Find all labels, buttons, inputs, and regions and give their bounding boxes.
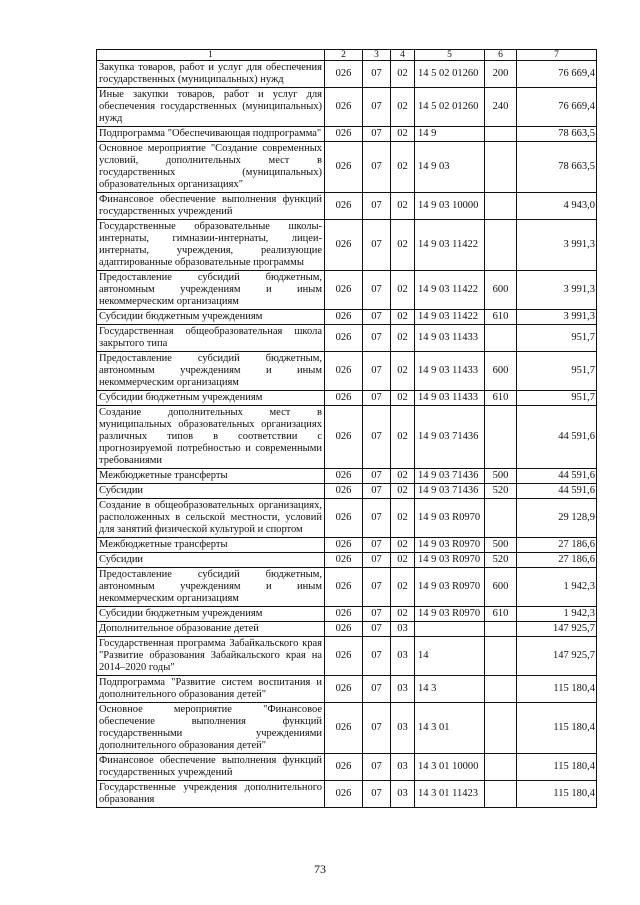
target-article-cell: 14 3 01 <box>415 703 485 754</box>
amount-cell: 4 943,0 <box>517 193 597 220</box>
section-cell: 07 <box>363 325 391 352</box>
admin-code-cell: 026 <box>325 622 363 637</box>
name-cell: Государственные учреждения дополнительного образования <box>97 781 325 808</box>
expense-type-cell <box>485 622 517 637</box>
admin-code-cell: 026 <box>325 271 363 310</box>
amount-cell: 27 186,6 <box>517 553 597 568</box>
table-row <box>97 637 597 676</box>
section-cell: 07 <box>363 310 391 325</box>
amount-cell: 115 180,4 <box>517 754 597 781</box>
section-cell: 07 <box>363 469 391 484</box>
subsection-cell: 02 <box>391 391 415 406</box>
name-cell: Основное мероприятие "Финансовое обеспечение выполнения функций государственными учреждениями дополнительного образования детей" <box>97 703 325 754</box>
admin-code-cell: 026 <box>325 703 363 754</box>
name-cell: Предоставление субсидий бюджетным, автономным учреждениям и иным некоммерческим организациям <box>97 271 325 310</box>
admin-code-cell: 026 <box>325 193 363 220</box>
amount-cell: 147 925,7 <box>517 637 597 676</box>
amount-cell: 115 180,4 <box>517 676 597 703</box>
expense-type-cell <box>485 127 517 142</box>
table-row <box>97 142 597 193</box>
subsection-cell: 02 <box>391 469 415 484</box>
name-cell: Государственные образовательные школы-интернаты, гимназии-интернаты, лицеи-интернаты, учреждения, реализующие адаптированные образовательные программы <box>97 220 325 271</box>
section-cell: 07 <box>363 193 391 220</box>
name-cell: Подпрограмма "Развитие систем воспитания и дополнительного образования детей" <box>97 676 325 703</box>
target-article-cell: 14 9 03 11433 <box>415 325 485 352</box>
name-cell: Создание дополнительных мест в муниципальных образовательных организациях различных типов в соответствии с прогнозируемой потребностью и современными требованиями <box>97 406 325 469</box>
expense-type-cell: 500 <box>485 469 517 484</box>
section-cell: 07 <box>363 781 391 808</box>
target-article-cell: 14 9 03 R0970 <box>415 553 485 568</box>
table-row <box>97 469 597 484</box>
section-cell: 07 <box>363 538 391 553</box>
target-article-cell: 14 3 01 10000 <box>415 754 485 781</box>
subsection-cell: 02 <box>391 607 415 622</box>
target-article-cell: 14 9 03 11422 <box>415 310 485 325</box>
expense-type-cell: 600 <box>485 352 517 391</box>
section-cell: 07 <box>363 406 391 469</box>
admin-code-cell: 026 <box>325 220 363 271</box>
column-header: 2 <box>325 50 363 61</box>
target-article-cell: 14 9 03 11433 <box>415 352 485 391</box>
expense-type-cell <box>485 193 517 220</box>
target-article-cell: 14 9 03 R0970 <box>415 607 485 622</box>
admin-code-cell: 026 <box>325 88 363 127</box>
section-cell: 07 <box>363 622 391 637</box>
name-cell: Финансовое обеспечение выполнения функций государственных учреждений <box>97 193 325 220</box>
admin-code-cell: 026 <box>325 484 363 499</box>
target-article-cell: 14 9 03 R0970 <box>415 538 485 553</box>
amount-cell: 44 591,6 <box>517 484 597 499</box>
admin-code-cell: 026 <box>325 538 363 553</box>
column-header: 5 <box>415 50 485 61</box>
subsection-cell: 02 <box>391 499 415 538</box>
target-article-cell: 14 <box>415 637 485 676</box>
target-article-cell: 14 5 02 01260 <box>415 88 485 127</box>
subsection-cell: 02 <box>391 310 415 325</box>
section-cell: 07 <box>363 703 391 754</box>
expense-type-cell: 610 <box>485 391 517 406</box>
name-cell: Государственная общеобразовательная школа закрытого типа <box>97 325 325 352</box>
target-article-cell: 14 9 03 <box>415 142 485 193</box>
section-cell: 07 <box>363 637 391 676</box>
target-article-cell: 14 9 03 11433 <box>415 391 485 406</box>
table-row <box>97 220 597 271</box>
section-cell: 07 <box>363 352 391 391</box>
section-cell: 07 <box>363 568 391 607</box>
table-row <box>97 406 597 469</box>
target-article-cell: 14 5 02 01260 <box>415 61 485 88</box>
target-article-cell: 14 3 <box>415 676 485 703</box>
expense-type-cell <box>485 142 517 193</box>
amount-cell: 78 663,5 <box>517 142 597 193</box>
subsection-cell: 03 <box>391 637 415 676</box>
section-cell: 07 <box>363 88 391 127</box>
admin-code-cell: 026 <box>325 406 363 469</box>
amount-cell: 78 663,5 <box>517 127 597 142</box>
amount-cell: 76 669,4 <box>517 61 597 88</box>
name-cell: Субсидии <box>97 553 325 568</box>
expense-type-cell: 240 <box>485 88 517 127</box>
subsection-cell: 02 <box>391 538 415 553</box>
target-article-cell: 14 9 03 R0970 <box>415 568 485 607</box>
name-cell: Государственная программа Забайкальского края "Развитие образования Забайкальского края на 2014–2020 годы" <box>97 637 325 676</box>
name-cell: Субсидии бюджетным учреждениям <box>97 607 325 622</box>
section-cell: 07 <box>363 484 391 499</box>
admin-code-cell: 026 <box>325 352 363 391</box>
admin-code-cell: 026 <box>325 142 363 193</box>
subsection-cell: 03 <box>391 781 415 808</box>
column-header: 7 <box>517 50 597 61</box>
expense-type-cell <box>485 637 517 676</box>
subsection-cell: 02 <box>391 568 415 607</box>
target-article-cell: 14 9 03 10000 <box>415 193 485 220</box>
amount-cell: 3 991,3 <box>517 220 597 271</box>
admin-code-cell: 026 <box>325 391 363 406</box>
budget-table <box>96 49 597 808</box>
subsection-cell: 02 <box>391 553 415 568</box>
name-cell: Субсидии бюджетным учреждениям <box>97 310 325 325</box>
section-cell: 07 <box>363 607 391 622</box>
section-cell: 07 <box>363 553 391 568</box>
amount-cell: 44 591,6 <box>517 406 597 469</box>
table-row <box>97 499 597 538</box>
name-cell: Предоставление субсидий бюджетным, автономным учреждениям и иным некоммерческим организациям <box>97 568 325 607</box>
table-row <box>97 352 597 391</box>
admin-code-cell: 026 <box>325 469 363 484</box>
expense-type-cell: 500 <box>485 538 517 553</box>
name-cell: Субсидии <box>97 484 325 499</box>
amount-cell: 951,7 <box>517 352 597 391</box>
subsection-cell: 03 <box>391 703 415 754</box>
subsection-cell: 02 <box>391 325 415 352</box>
table-row <box>97 310 597 325</box>
table-row <box>97 88 597 127</box>
name-cell: Создание в общеобразовательных организациях, расположенных в сельской местности, условий для занятий физической культурой и спортом <box>97 499 325 538</box>
expense-type-cell <box>485 754 517 781</box>
section-cell: 07 <box>363 676 391 703</box>
amount-cell: 951,7 <box>517 391 597 406</box>
table-row <box>97 607 597 622</box>
table-row <box>97 391 597 406</box>
table-row <box>97 553 597 568</box>
subsection-cell: 03 <box>391 754 415 781</box>
name-cell: Межбюджетные трансферты <box>97 469 325 484</box>
expense-type-cell: 610 <box>485 607 517 622</box>
table-row <box>97 676 597 703</box>
admin-code-cell: 026 <box>325 781 363 808</box>
expense-type-cell: 600 <box>485 568 517 607</box>
subsection-cell: 02 <box>391 142 415 193</box>
admin-code-cell: 026 <box>325 637 363 676</box>
name-cell: Подпрограмма "Обеспечивающая подпрограмма" <box>97 127 325 142</box>
table-row <box>97 754 597 781</box>
section-cell: 07 <box>363 220 391 271</box>
amount-cell: 1 942,3 <box>517 568 597 607</box>
amount-cell: 3 991,3 <box>517 271 597 310</box>
amount-cell: 951,7 <box>517 325 597 352</box>
table-row <box>97 703 597 754</box>
table-row <box>97 484 597 499</box>
subsection-cell: 02 <box>391 271 415 310</box>
section-cell: 07 <box>363 391 391 406</box>
subsection-cell: 02 <box>391 484 415 499</box>
admin-code-cell: 026 <box>325 499 363 538</box>
amount-cell: 29 128,9 <box>517 499 597 538</box>
amount-cell: 76 669,4 <box>517 88 597 127</box>
expense-type-cell: 600 <box>485 271 517 310</box>
target-article-cell: 14 9 03 71436 <box>415 406 485 469</box>
expense-type-cell: 520 <box>485 484 517 499</box>
table-row <box>97 622 597 637</box>
expense-type-cell <box>485 781 517 808</box>
header-row <box>97 50 597 61</box>
name-cell: Финансовое обеспечение выполнения функций государственных учреждений <box>97 754 325 781</box>
expense-type-cell: 610 <box>485 310 517 325</box>
amount-cell: 44 591,6 <box>517 469 597 484</box>
table-row <box>97 61 597 88</box>
page-number: 73 <box>314 862 326 876</box>
subsection-cell: 02 <box>391 406 415 469</box>
amount-cell: 147 925,7 <box>517 622 597 637</box>
expense-type-cell <box>485 703 517 754</box>
expense-type-cell: 520 <box>485 553 517 568</box>
name-cell: Основное мероприятие "Создание современных условий, дополнительных мест в государственных (муниципальных) образовательных организациях" <box>97 142 325 193</box>
expense-type-cell <box>485 676 517 703</box>
amount-cell: 1 942,3 <box>517 607 597 622</box>
subsection-cell: 02 <box>391 88 415 127</box>
admin-code-cell: 026 <box>325 325 363 352</box>
table-row <box>97 538 597 553</box>
target-article-cell: 14 9 03 R0970 <box>415 499 485 538</box>
section-cell: 07 <box>363 142 391 193</box>
name-cell: Предоставление субсидий бюджетным, автономным учреждениям и иным некоммерческим организациям <box>97 352 325 391</box>
amount-cell: 27 186,6 <box>517 538 597 553</box>
admin-code-cell: 026 <box>325 553 363 568</box>
expense-type-cell <box>485 325 517 352</box>
admin-code-cell: 026 <box>325 754 363 781</box>
column-header: 1 <box>97 50 325 61</box>
column-header: 6 <box>485 50 517 61</box>
expense-type-cell: 200 <box>485 61 517 88</box>
amount-cell: 3 991,3 <box>517 310 597 325</box>
table-row <box>97 781 597 808</box>
target-article-cell: 14 9 03 71436 <box>415 484 485 499</box>
expense-type-cell <box>485 220 517 271</box>
table-row <box>97 127 597 142</box>
section-cell: 07 <box>363 127 391 142</box>
subsection-cell: 03 <box>391 622 415 637</box>
name-cell: Дополнительное образование детей <box>97 622 325 637</box>
target-article-cell: 14 9 03 71436 <box>415 469 485 484</box>
subsection-cell: 02 <box>391 127 415 142</box>
subsection-cell: 02 <box>391 61 415 88</box>
subsection-cell: 03 <box>391 676 415 703</box>
subsection-cell: 02 <box>391 193 415 220</box>
section-cell: 07 <box>363 754 391 781</box>
target-article-cell <box>415 622 485 637</box>
target-article-cell: 14 9 <box>415 127 485 142</box>
name-cell: Межбюджетные трансферты <box>97 538 325 553</box>
target-article-cell: 14 9 03 11422 <box>415 220 485 271</box>
table-row <box>97 568 597 607</box>
section-cell: 07 <box>363 61 391 88</box>
amount-cell: 115 180,4 <box>517 703 597 754</box>
table-row <box>97 193 597 220</box>
target-article-cell: 14 3 01 11423 <box>415 781 485 808</box>
expense-type-cell <box>485 406 517 469</box>
table-row <box>97 325 597 352</box>
name-cell: Субсидии бюджетным учреждениям <box>97 391 325 406</box>
subsection-cell: 02 <box>391 220 415 271</box>
admin-code-cell: 026 <box>325 310 363 325</box>
admin-code-cell: 026 <box>325 61 363 88</box>
amount-cell: 115 180,4 <box>517 781 597 808</box>
name-cell: Иные закупки товаров, работ и услуг для обеспечения государственных (муниципальных) нужд <box>97 88 325 127</box>
admin-code-cell: 026 <box>325 607 363 622</box>
column-header: 3 <box>363 50 391 61</box>
subsection-cell: 02 <box>391 352 415 391</box>
table-row <box>97 271 597 310</box>
column-header: 4 <box>391 50 415 61</box>
name-cell: Закупка товаров, работ и услуг для обеспечения государственных (муниципальных) нужд <box>97 61 325 88</box>
admin-code-cell: 026 <box>325 568 363 607</box>
section-cell: 07 <box>363 499 391 538</box>
expense-type-cell <box>485 499 517 538</box>
section-cell: 07 <box>363 271 391 310</box>
admin-code-cell: 026 <box>325 127 363 142</box>
admin-code-cell: 026 <box>325 676 363 703</box>
target-article-cell: 14 9 03 11422 <box>415 271 485 310</box>
